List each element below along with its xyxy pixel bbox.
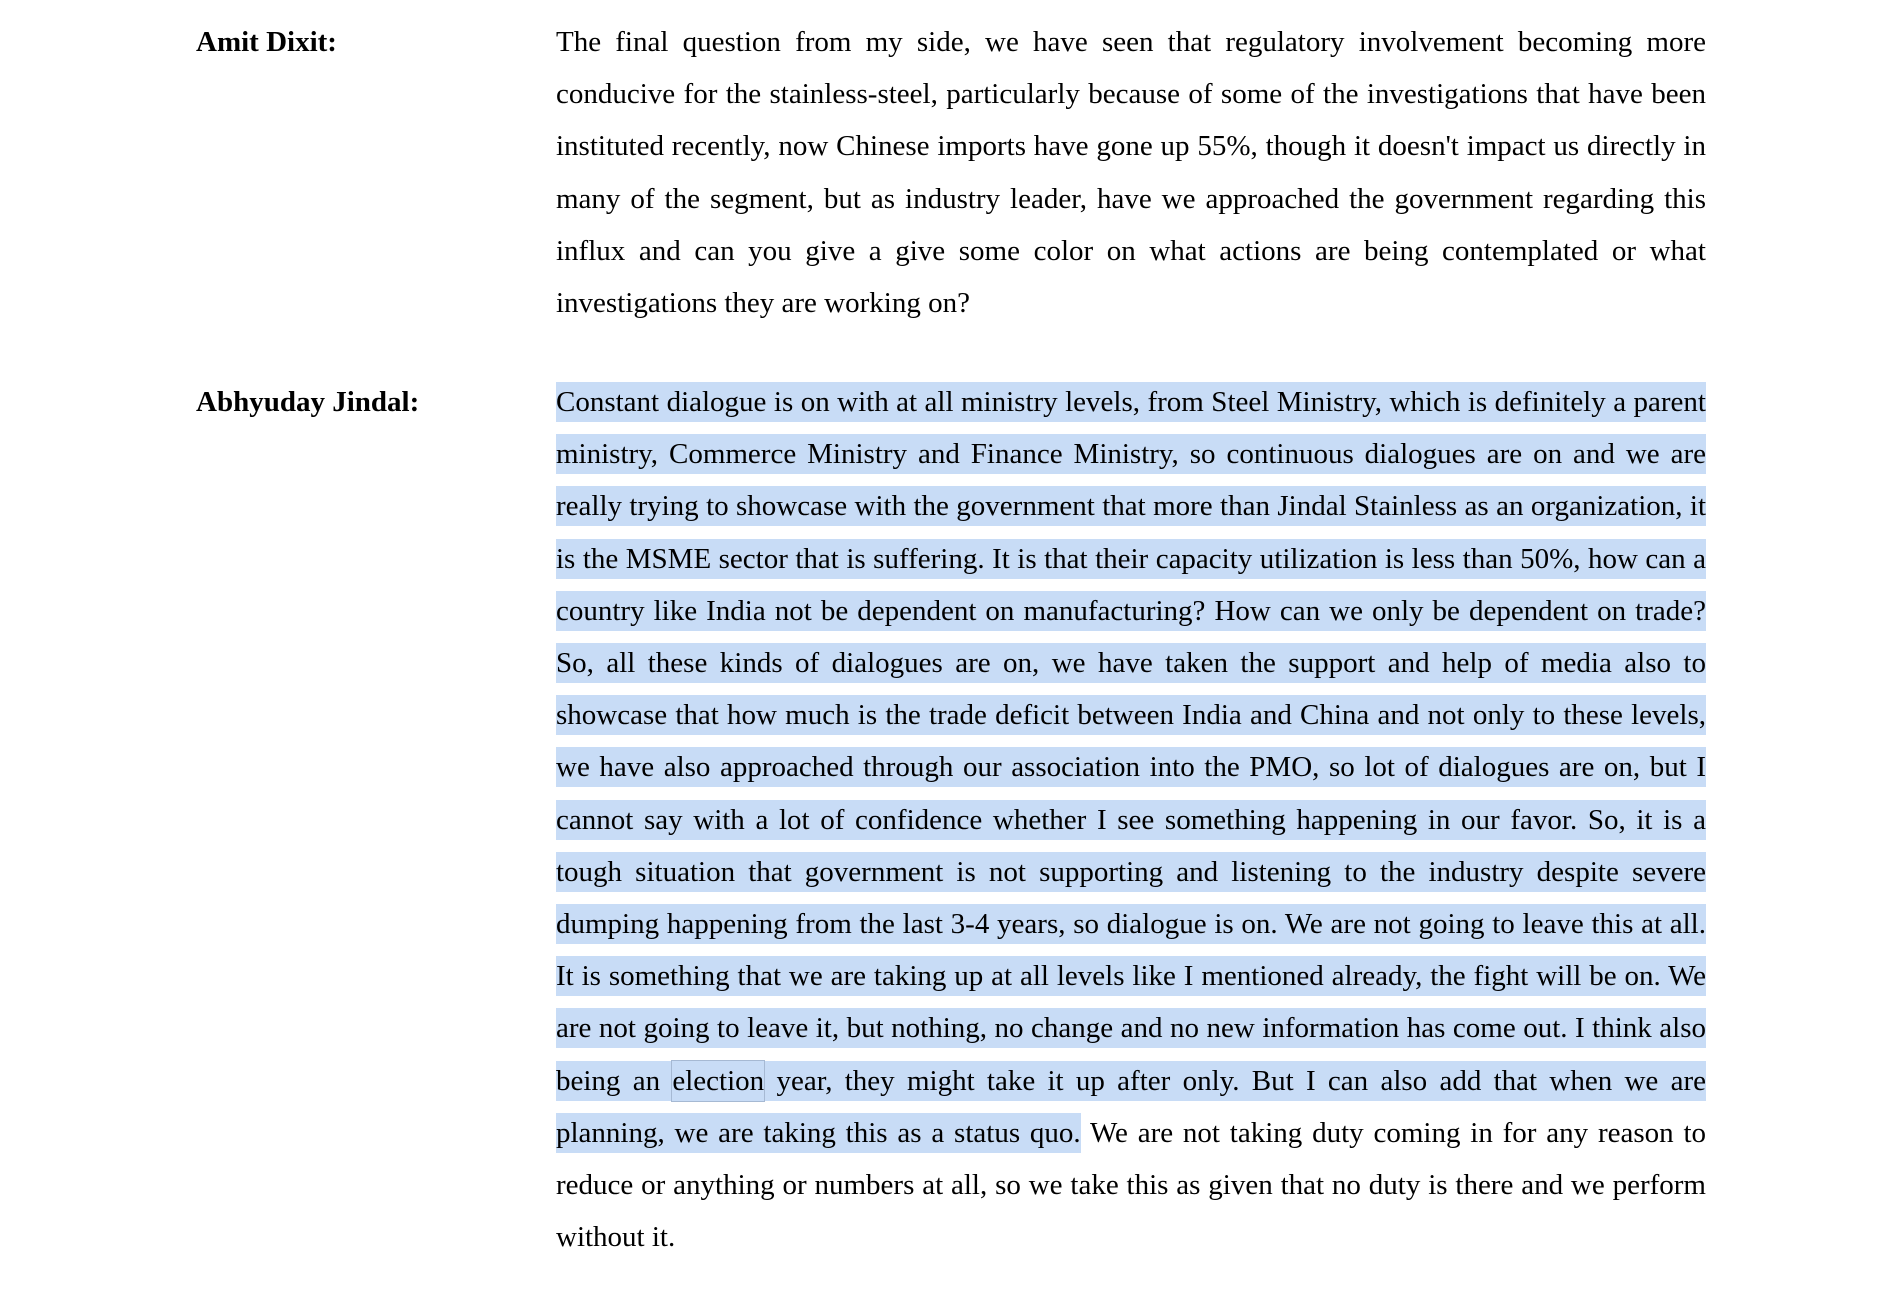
selected-text-word-under-cursor[interactable]: election — [672, 1061, 764, 1101]
speech-paragraph[interactable] — [556, 376, 1706, 1263]
selected-text[interactable]: year, they might take it up after only. But I can also add that when we are planning, we are taking this as a status quo. — [556, 1061, 1706, 1153]
speaker-name: Abhyuday Jindal: — [196, 386, 420, 418]
speaker-name: Amit Dixit: — [196, 26, 337, 58]
unselected-text[interactable]: We are not taking duty coming in for any reason to reduce or anything or numbers at all, so we take this as given that no duty is there and we perform without it. — [556, 1116, 1706, 1254]
speech-paragraph[interactable]: The final question from my side, we have seen that regulatory involvement becoming more conducive for the stainless-steel, particularly because of some of the investigations that have been instituted recently, now Chinese imports have gone up 55%, though it doesn't impact us directly in many of the segment, but as industry leader, have we approached the government regarding this influx and can you give a give some color on what actions are being contemplated or what investigations they are working on? — [556, 26, 1706, 320]
selected-text[interactable]: Constant dialogue is on with at all ministry levels, from Steel Ministry, which is definitely a parent ministry, Commerce Ministry and Finance Ministry, so continuous dialogues are on and we are really trying to showcase with the government that more than Jindal Stainless as an organization, it is the MSME sector that is suffering. It is that their capacity utilization is less than 50%, how can a country like India not be dependent on manufacturing? How can we only be dependent on trade? So, all these kinds of dialogues are on, we have taken the support and help of media also to showcase that how much is the trade deficit between India and China and not only to these levels, we have also approached through our association into the PMO, so lot of dialogues are on, but I cannot say with a lot of confidence whether I see something happening in our favor. So, it is a tough situation that government is not supporting and listening to the industry despite severe dumping happening from the last 3-4 years, so dialogue is on. We are not going to leave this at all. It is something that we are taking up at all levels like I mentioned already, the fight will be on. We are not going to leave it, but nothing, no change and no new information has come out. I think also being an — [556, 382, 1706, 1101]
